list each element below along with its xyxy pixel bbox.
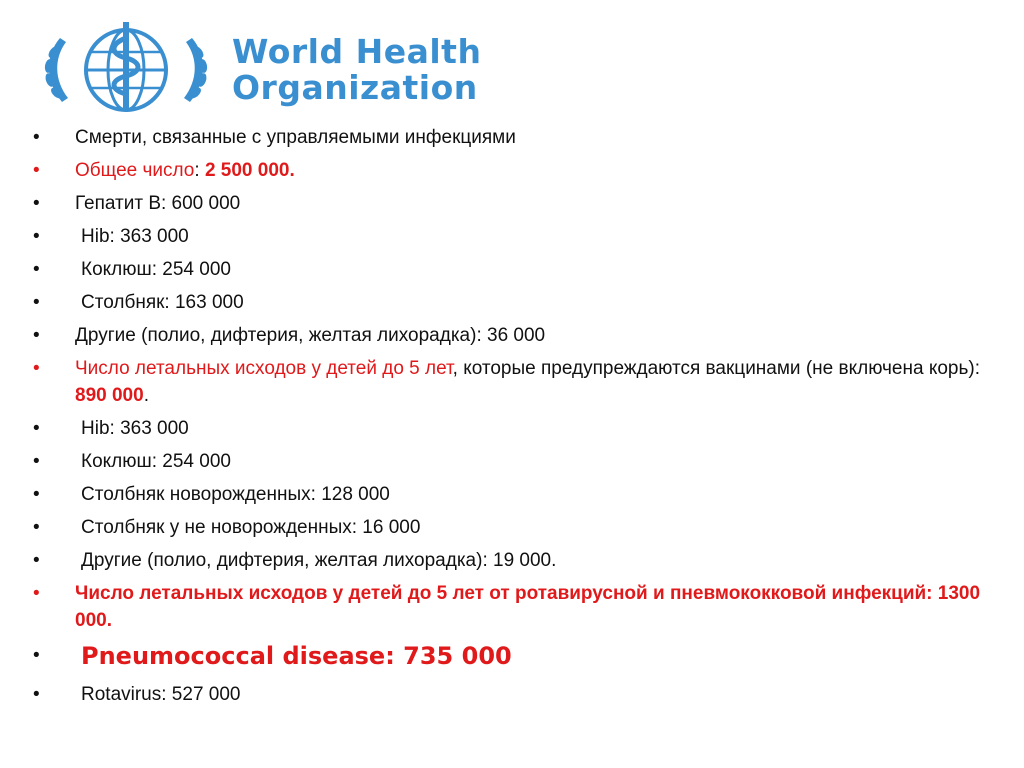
list-item [33, 355, 993, 409]
item-text: Hib: 363 000 [81, 418, 189, 439]
item-text: Смерти, связанные с управляемыми инфекциями [75, 127, 516, 148]
bullet: • [33, 292, 40, 313]
header [40, 18, 560, 114]
item-text: Столбняк у не новорожденных: 16 000 [81, 517, 421, 538]
list-item [33, 514, 993, 541]
list-item [33, 223, 993, 250]
bullet: • [33, 645, 40, 666]
item-text: , которые предупреждаются вакцинами (не включена корь): [452, 358, 980, 379]
bullet: • [33, 517, 40, 538]
bullet: • [33, 325, 40, 346]
list-item [33, 157, 993, 184]
item-text: Другие (полио, дифтерия, желтая лихорадка): 19 000. [81, 550, 557, 571]
bullet-list [33, 124, 993, 714]
list-item [33, 640, 993, 675]
list-item [33, 448, 993, 475]
item-text: Коклюш: 254 000 [81, 451, 231, 472]
bullet: • [33, 358, 40, 379]
list-item [33, 289, 993, 316]
bullet: • [33, 550, 40, 571]
item-text: Гепатит В: 600 000 [75, 193, 241, 214]
list-item [33, 681, 993, 708]
item-text: Столбняк: 163 000 [81, 292, 244, 313]
item-separator: : [194, 160, 205, 181]
org-name-line1: World Health [232, 32, 482, 71]
item-label: Число летальных исходов у детей до 5 лет [75, 358, 453, 379]
bullet: • [33, 127, 40, 148]
item-text: Коклюш: 254 000 [81, 259, 231, 280]
bullet: • [33, 418, 40, 439]
item-end: . [143, 385, 149, 406]
list-item [33, 580, 993, 634]
bullet: • [33, 484, 40, 505]
list-item [33, 190, 993, 217]
who-emblem-icon [40, 18, 212, 114]
bullet: • [33, 226, 40, 247]
org-name-line2: Organization [232, 68, 478, 107]
item-text: Pneumococcal disease: 735 000 [81, 642, 512, 670]
item-text: Другие (полио, дифтерия, желтая лихорадка): 36 000 [75, 325, 546, 346]
item-text: Столбняк новорожденных: 128 000 [81, 484, 390, 505]
org-wordmark [232, 34, 481, 106]
item-text: Hib: 363 000 [81, 226, 189, 247]
bullet: • [33, 451, 40, 472]
item-text: Rotavirus: 527 000 [81, 684, 241, 705]
list-item [33, 415, 993, 442]
list-item [33, 256, 993, 283]
bullet: • [33, 259, 40, 280]
bullet: • [33, 160, 40, 181]
bullet: • [33, 684, 40, 705]
list-item [33, 547, 993, 574]
item-label: Общее число [75, 160, 195, 181]
list-item [33, 322, 993, 349]
item-value: 2 500 000. [204, 160, 295, 181]
bullet: • [33, 193, 40, 214]
item-text: Число летальных исходов у детей до 5 лет от ротавирусной и пневмококковой инфекций: 1300 000. [75, 583, 981, 631]
item-value: 890 000 [75, 385, 144, 406]
bullet: • [33, 583, 40, 604]
list-item [33, 124, 993, 151]
list-item [33, 481, 993, 508]
